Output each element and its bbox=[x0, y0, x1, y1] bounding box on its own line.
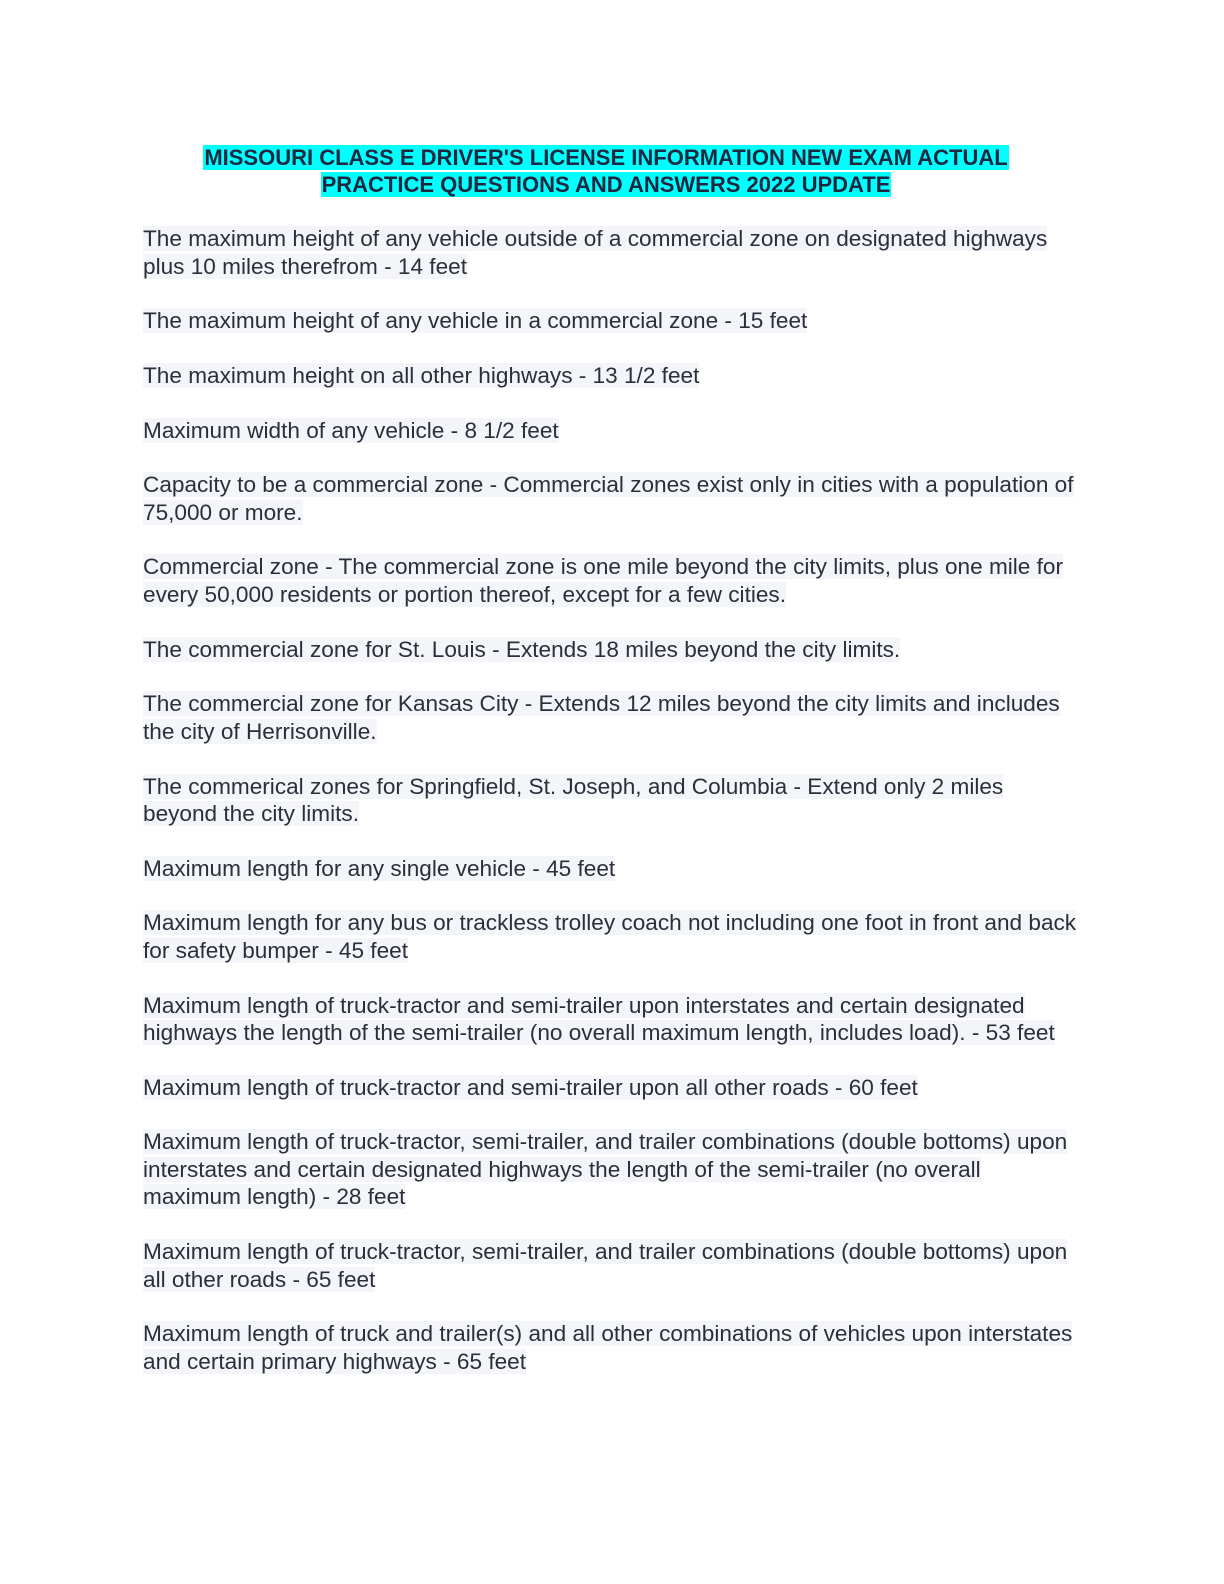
qa-item bbox=[143, 225, 1083, 280]
qa-item bbox=[143, 1320, 1083, 1375]
qa-item bbox=[143, 855, 1083, 883]
qa-text: The commerical zones for Springfield, St. Joseph, and Columbia - Extend only 2 miles beyond the city limits. bbox=[143, 773, 1004, 826]
document-title bbox=[143, 144, 1069, 198]
qa-item bbox=[143, 471, 1083, 526]
title-line-2: PRACTICE QUESTIONS AND ANSWERS 2022 UPDATE bbox=[321, 172, 891, 197]
qa-text: Maximum length for any bus or trackless trolley coach not including one foot in front and back for safety bumper - 45 feet bbox=[143, 910, 1077, 963]
qa-item bbox=[143, 307, 1083, 335]
qa-item bbox=[143, 362, 1083, 390]
qa-text: Capacity to be a commercial zone - Commercial zones exist only in cities with a population of 75,000 or more. bbox=[143, 472, 1074, 525]
question-answer-list bbox=[143, 225, 1083, 1403]
qa-text: Commercial zone - The commercial zone is one mile beyond the city limits, plus one mile for every 50,000 residents or portion thereof, except for a few cities. bbox=[143, 554, 1064, 607]
qa-item bbox=[143, 1074, 1083, 1102]
qa-text: The commercial zone for Kansas City - Extends 12 miles beyond the city limits and includes the city of Herrisonville. bbox=[143, 691, 1060, 744]
qa-text: The maximum height of any vehicle in a commercial zone - 15 feet bbox=[143, 308, 808, 334]
qa-text: Maximum length for any single vehicle - 45 feet bbox=[143, 855, 616, 881]
qa-text: Maximum width of any vehicle - 8 1/2 feet bbox=[143, 417, 559, 443]
qa-item bbox=[143, 992, 1083, 1047]
qa-text: Maximum length of truck-tractor and semi-trailer upon all other roads - 60 feet bbox=[143, 1074, 918, 1100]
qa-item bbox=[143, 636, 1083, 664]
qa-item bbox=[143, 417, 1083, 445]
qa-text: Maximum length of truck-tractor and semi-trailer upon interstates and certain designated highways the length of the semi-trailer (no overall maximum length, includes load). - 53 feet bbox=[143, 992, 1055, 1046]
qa-text: The commercial zone for St. Louis - Extends 18 miles beyond the city limits. bbox=[143, 636, 901, 662]
qa-text: Maximum length of truck-tractor, semi-trailer, and trailer combinations (double bottoms) upon all other roads - 65 feet bbox=[143, 1239, 1068, 1292]
qa-item bbox=[143, 553, 1083, 608]
qa-item bbox=[143, 773, 1083, 828]
qa-item bbox=[143, 690, 1083, 745]
qa-item bbox=[143, 1238, 1083, 1293]
qa-item bbox=[143, 1128, 1083, 1211]
qa-item bbox=[143, 909, 1083, 964]
title-line-1: MISSOURI CLASS E DRIVER'S LICENSE INFORMATION NEW EXAM ACTUAL bbox=[204, 145, 1008, 170]
qa-text: The maximum height on all other highways - 13 1/2 feet bbox=[143, 362, 700, 388]
qa-text: The maximum height of any vehicle outside of a commercial zone on designated highways plus 10 miles therefrom - 14 feet bbox=[143, 226, 1048, 279]
qa-text: Maximum length of truck-tractor, semi-trailer, and trailer combinations (double bottoms) upon interstates and certain designated highways the length of the semi-trailer (no overall maximum length) - 28 feet bbox=[143, 1129, 1068, 1210]
qa-text: Maximum length of truck and trailer(s) and all other combinations of vehicles upon interstates and certain primary highways - 65 feet bbox=[143, 1321, 1073, 1374]
